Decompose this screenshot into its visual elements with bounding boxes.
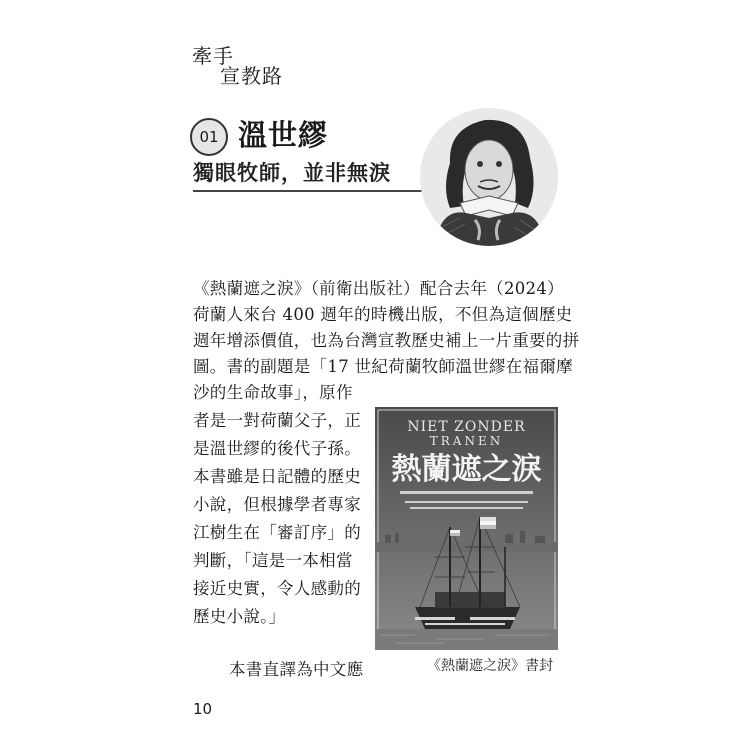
body-line-8: 本書雖是日記體的歷史 [193, 467, 361, 486]
cover-caption: 《熱蘭遮之淚》書封 [427, 658, 553, 674]
title-divider [193, 190, 433, 192]
body-line-14: 本書直譯為中文應 [229, 660, 364, 679]
cover-title-dutch-1: NIET ZONDER [407, 419, 526, 435]
body-line-9: 小說，但根據學者專家 [193, 495, 361, 514]
portrait-engraving [420, 108, 558, 246]
body-line-5: 沙的生命故事」，原作 [193, 383, 353, 402]
series-title-line1: 牽手 [192, 44, 234, 68]
body-line-1: 《熱蘭遮之淚》（前衛出版社）配合去年（2024） [193, 279, 564, 298]
chapter-title: 溫世繆 [238, 118, 329, 152]
book-cover-illustration [375, 407, 558, 650]
body-line-11: 判斷，「這是一本相當 [193, 551, 353, 570]
body-line-4: 圖。書的副題是「17 世紀荷蘭牧師溫世繆在福爾摩 [193, 357, 573, 376]
page-number: 10 [193, 700, 213, 718]
body-line-6: 者是一對荷蘭父子，正 [193, 411, 361, 430]
body-line-10: 江樹生在「審訂序」的 [193, 523, 361, 542]
chapter-number-badge: 01 [190, 118, 228, 156]
portrait-image [420, 108, 558, 246]
body-line-3: 週年增添價值，也為台灣宣教歷史補上一片重要的拼 [193, 331, 580, 350]
series-title-line2: 宣教路 [220, 64, 283, 88]
body-line-13: 歷史小說。」 [193, 607, 286, 626]
chapter-subtitle: 獨眼牧師，並非無淚 [193, 161, 391, 185]
book-cover-image [375, 407, 558, 650]
series-logo [192, 40, 292, 90]
body-line-7: 是溫世繆的後代子孫。 [193, 439, 361, 458]
cover-title-dutch-2: TRANEN [429, 434, 504, 448]
cover-title-chinese: 熱蘭遮之淚 [391, 452, 542, 487]
body-line-12: 接近史實，令人感動的 [193, 579, 361, 598]
body-line-2: 荷蘭人來台 400 週年的時機出版，不但為這個歷史 [193, 305, 573, 324]
